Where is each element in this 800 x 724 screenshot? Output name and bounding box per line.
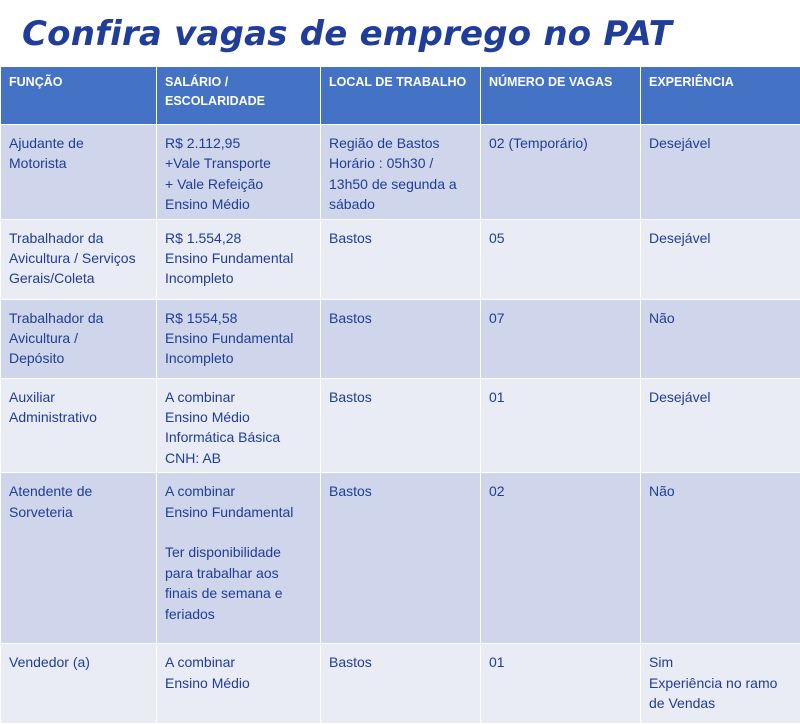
- header-numero-de-vagas: NÚMERO DE VAGAS: [481, 67, 641, 125]
- cell-vagas: 05: [481, 219, 641, 299]
- cell-salario: A combinar Ensino Médio Informática Básica CNH: AB: [157, 378, 321, 473]
- table-row: [1, 125, 800, 220]
- cell-experiencia: Desejável: [641, 378, 800, 473]
- header-funcao: FUNÇÃO: [1, 67, 157, 125]
- cell-salario: R$ 1.554,28 Ensino Fundamental Incompleto: [157, 219, 321, 299]
- cell-experiencia: Sim Experiência no ramo de Vendas: [641, 644, 800, 724]
- cell-salario: R$ 2.112,95 +Vale Transporte + Vale Refeição Ensino Médio: [157, 125, 321, 220]
- cell-experiencia: Não: [641, 473, 800, 644]
- cell-vagas: 01: [481, 644, 641, 724]
- cell-funcao: Atendente de Sorveteria: [1, 473, 157, 644]
- header-local-de-trabalho: LOCAL DE TRABALHO: [321, 67, 481, 125]
- cell-vagas: 02: [481, 473, 641, 644]
- cell-funcao: Auxiliar Administrativo: [1, 378, 157, 473]
- header-salario-escolaridade: SALÁRIO / ESCOLARIDADE: [157, 67, 321, 125]
- cell-local: Bastos: [321, 644, 481, 724]
- cell-funcao: Ajudante de Motorista: [1, 125, 157, 220]
- cell-local: Bastos: [321, 473, 481, 644]
- cell-funcao: Trabalhador da Avicultura / Serviços Gerais/Coleta: [1, 219, 157, 299]
- table-row: [1, 219, 800, 299]
- page-title: Confira vagas de emprego no PAT: [22, 6, 792, 62]
- cell-funcao: Vendedor (a): [1, 644, 157, 724]
- cell-local: Região de Bastos Horário : 05h30 / 13h50 de segunda a sábado: [321, 125, 481, 220]
- cell-experiencia: Desejável: [641, 219, 800, 299]
- cell-vagas: 02 (Temporário): [481, 125, 641, 220]
- table-row: [1, 378, 800, 473]
- cell-local: Bastos: [321, 219, 481, 299]
- cell-experiencia: Desejável: [641, 125, 800, 220]
- header-experiencia: EXPERIÊNCIA: [641, 67, 800, 125]
- cell-local: Bastos: [321, 378, 481, 473]
- cell-salario: A combinar Ensino Fundamental Ter disponibilidade para trabalhar aos finais de semana e feriados: [157, 473, 321, 644]
- table-row: [1, 299, 800, 378]
- cell-salario: A combinar Ensino Médio: [157, 644, 321, 724]
- cell-vagas: 01: [481, 378, 641, 473]
- cell-experiencia: Não: [641, 299, 800, 378]
- job-vacancies-table: [0, 66, 800, 724]
- table-row: [1, 473, 800, 644]
- cell-local: Bastos: [321, 299, 481, 378]
- cell-funcao: Trabalhador da Avicultura / Depósito: [1, 299, 157, 378]
- cell-vagas: 07: [481, 299, 641, 378]
- table-header-row: [1, 67, 800, 125]
- cell-salario: R$ 1554,58 Ensino Fundamental Incompleto: [157, 299, 321, 378]
- table-row: [1, 644, 800, 724]
